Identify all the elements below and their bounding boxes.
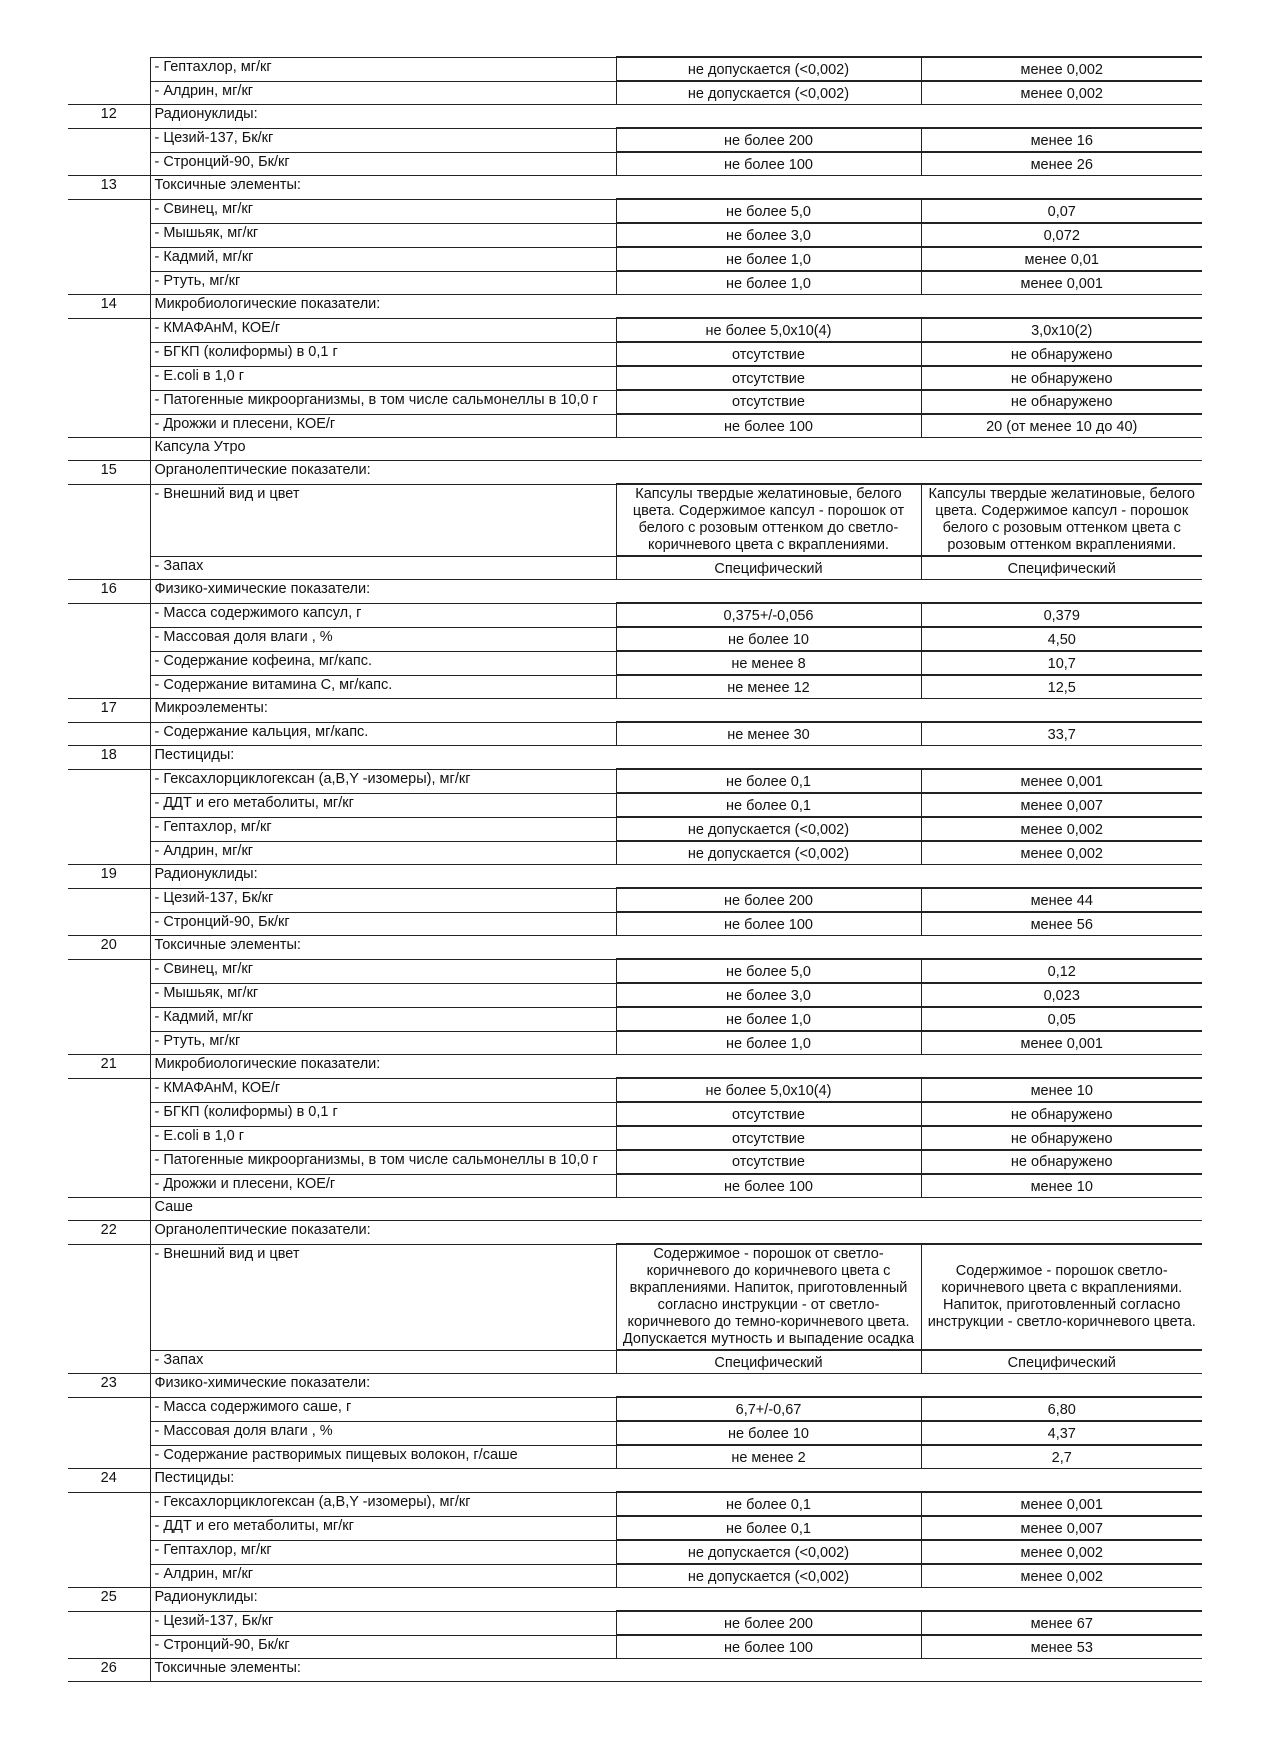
norm-value: не более 100: [616, 414, 921, 438]
result-value: менее 44: [921, 888, 1202, 912]
empty-number-cell: [68, 81, 150, 105]
table-row: [68, 841, 1202, 865]
indicator-name: - Содержание витамина С, мг/капс.: [150, 675, 616, 699]
group-row: [68, 1198, 1202, 1221]
section-number: 14: [68, 295, 150, 319]
table-row: [68, 1516, 1202, 1540]
result-value: не обнаружено: [921, 1126, 1202, 1150]
result-value: менее 53: [921, 1635, 1202, 1659]
norm-value: не более 0,1: [616, 1516, 921, 1540]
empty-number-cell: [68, 1492, 150, 1516]
empty-number-cell: [68, 959, 150, 983]
result-value: 12,5: [921, 675, 1202, 699]
empty-number-cell: [68, 722, 150, 746]
norm-value: не допускается (<0,002): [616, 1540, 921, 1564]
norm-value: не допускается (<0,002): [616, 1564, 921, 1588]
indicator-name: - Масса содержимого капсул, г: [150, 603, 616, 627]
empty-number-cell: [68, 817, 150, 841]
section-title: Токсичные элементы:: [150, 176, 1202, 200]
indicator-name: - Дрожжи и плесени, КОЕ/г: [150, 414, 616, 438]
empty-number-cell: [68, 199, 150, 223]
section-title: Пестициды:: [150, 1469, 1202, 1493]
empty-number-cell: [68, 1611, 150, 1635]
section-number: 19: [68, 865, 150, 889]
norm-value: Содержимое - порошок от светло-коричневого до коричневого цвета с вкраплениями. Напиток, приготовленный согласно инструкции - от светло-коричневого до темно-коричневого цвета. Допускается мутность и выпадение осадка: [616, 1244, 921, 1350]
norm-value: отсутствие: [616, 366, 921, 390]
empty-number-cell: [68, 556, 150, 580]
result-value: Содержимое - порошок светло-коричневого цвета с вкраплениями. Напиток, приготовленный согласно инструкции - светло-коричневого цвета.: [921, 1244, 1202, 1350]
norm-value: не более 3,0: [616, 223, 921, 247]
indicator-name: - Свинец, мг/кг: [150, 199, 616, 223]
result-value: менее 26: [921, 152, 1202, 176]
norm-value: не более 1,0: [616, 271, 921, 295]
section-row: [68, 461, 1202, 485]
section-number: 22: [68, 1221, 150, 1245]
indicator-name: - БГКП (колиформы) в 0,1 г: [150, 1102, 616, 1126]
result-value: 4,37: [921, 1421, 1202, 1445]
result-value: менее 10: [921, 1174, 1202, 1198]
norm-value: не более 200: [616, 128, 921, 152]
empty-number-cell: [68, 318, 150, 342]
indicator-name: - Цезий-137, Бк/кг: [150, 128, 616, 152]
indicator-name: - КМАФАнМ, КОЕ/г: [150, 1078, 616, 1102]
result-value: 0,072: [921, 223, 1202, 247]
section-row: [68, 295, 1202, 319]
indicator-name: - Гептахлор, мг/кг: [150, 1540, 616, 1564]
empty-number-cell: [68, 1564, 150, 1588]
norm-value: отсутствие: [616, 342, 921, 366]
empty-number-cell: [68, 1540, 150, 1564]
result-value: 0,379: [921, 603, 1202, 627]
result-value: менее 0,001: [921, 271, 1202, 295]
table-row: [68, 983, 1202, 1007]
empty-number-cell: [68, 128, 150, 152]
indicator-name: - Гексахлорциклогексан (a,B,Y -изомеры), мг/кг: [150, 769, 616, 793]
table-row: [68, 556, 1202, 580]
section-title: Микробиологические показатели:: [150, 295, 1202, 319]
result-value: 4,50: [921, 627, 1202, 651]
section-row: [68, 936, 1202, 960]
result-value: менее 0,002: [921, 817, 1202, 841]
section-number: 12: [68, 105, 150, 129]
result-value: менее 0,001: [921, 1031, 1202, 1055]
table-row: [68, 128, 1202, 152]
table-row: [68, 888, 1202, 912]
indicator-name: - Внешний вид и цвет: [150, 1244, 616, 1350]
norm-value: не более 5,0х10(4): [616, 1078, 921, 1102]
section-row: [68, 580, 1202, 604]
section-number: 23: [68, 1374, 150, 1398]
empty-number-cell: [68, 1031, 150, 1055]
norm-value: не более 0,1: [616, 1492, 921, 1516]
table-row: [68, 1492, 1202, 1516]
indicator-name: - Ртуть, мг/кг: [150, 1031, 616, 1055]
empty-number-cell: [68, 1126, 150, 1150]
norm-value: не более 5,0: [616, 959, 921, 983]
empty-number-cell: [68, 1150, 150, 1174]
table-row: [68, 959, 1202, 983]
empty-number-cell: [68, 247, 150, 271]
table-row: [68, 342, 1202, 366]
section-number: 20: [68, 936, 150, 960]
norm-value: не допускается (<0,002): [616, 57, 921, 81]
table-row: [68, 484, 1202, 556]
result-value: менее 0,007: [921, 793, 1202, 817]
result-value: 33,7: [921, 722, 1202, 746]
empty-number-cell: [68, 366, 150, 390]
indicator-name: - Внешний вид и цвет: [150, 484, 616, 556]
indicator-name: - Цезий-137, Бк/кг: [150, 888, 616, 912]
section-number: 21: [68, 1055, 150, 1079]
indicator-name: - Массовая доля влаги , %: [150, 1421, 616, 1445]
indicator-name: - Гептахлор, мг/кг: [150, 57, 616, 81]
section-row: [68, 1588, 1202, 1612]
section-number: 13: [68, 176, 150, 200]
section-number: 18: [68, 746, 150, 770]
section-title: Токсичные элементы:: [150, 936, 1202, 960]
section-title: Радионуклиды:: [150, 865, 1202, 889]
empty-number-cell: [68, 1244, 150, 1350]
result-value: 20 (от менее 10 до 40): [921, 414, 1202, 438]
table-row: [68, 414, 1202, 438]
norm-value: не более 0,1: [616, 793, 921, 817]
result-value: 2,7: [921, 1445, 1202, 1469]
norm-value: не более 100: [616, 1174, 921, 1198]
norm-value: не менее 8: [616, 651, 921, 675]
result-value: менее 0,01: [921, 247, 1202, 271]
result-value: Специфический: [921, 556, 1202, 580]
section-title: Пестициды:: [150, 746, 1202, 770]
result-value: менее 67: [921, 1611, 1202, 1635]
norm-value: не более 10: [616, 1421, 921, 1445]
empty-number-cell: [68, 271, 150, 295]
norm-value: не допускается (<0,002): [616, 817, 921, 841]
empty-number-cell: [68, 1198, 150, 1221]
product-group-title: Саше: [150, 1198, 1202, 1221]
norm-value: 0,375+/-0,056: [616, 603, 921, 627]
indicator-name: - Массовая доля влаги , %: [150, 627, 616, 651]
indicator-name: - Гептахлор, мг/кг: [150, 817, 616, 841]
norm-value: не более 1,0: [616, 1007, 921, 1031]
result-value: менее 0,002: [921, 1540, 1202, 1564]
document-page: [68, 56, 1202, 1682]
table-row: [68, 1564, 1202, 1588]
norm-value: отсутствие: [616, 1102, 921, 1126]
table-row: [68, 247, 1202, 271]
empty-number-cell: [68, 57, 150, 81]
norm-value: не допускается (<0,002): [616, 81, 921, 105]
table-row: [68, 817, 1202, 841]
table-row: [68, 651, 1202, 675]
empty-number-cell: [68, 1421, 150, 1445]
section-row: [68, 1055, 1202, 1079]
section-row: [68, 746, 1202, 770]
result-value: не обнаружено: [921, 1102, 1202, 1126]
table-row: [68, 318, 1202, 342]
indicator-name: - ДДТ и его метаболиты, мг/кг: [150, 1516, 616, 1540]
norm-value: не более 100: [616, 152, 921, 176]
empty-number-cell: [68, 438, 150, 461]
indicator-name: - Алдрин, мг/кг: [150, 841, 616, 865]
norm-value: Специфический: [616, 556, 921, 580]
indicator-name: - Мышьяк, мг/кг: [150, 223, 616, 247]
table-row: [68, 675, 1202, 699]
norm-value: не более 200: [616, 1611, 921, 1635]
norm-value: отсутствие: [616, 1150, 921, 1174]
section-row: [68, 1374, 1202, 1398]
indicator-name: - Мышьяк, мг/кг: [150, 983, 616, 1007]
indicator-name: - Запах: [150, 1350, 616, 1374]
norm-value: 6,7+/-0,67: [616, 1397, 921, 1421]
empty-number-cell: [68, 342, 150, 366]
section-row: [68, 176, 1202, 200]
section-title: Органолептические показатели:: [150, 461, 1202, 485]
indicator-name: - Кадмий, мг/кг: [150, 247, 616, 271]
empty-number-cell: [68, 888, 150, 912]
product-group-title: Капсула Утро: [150, 438, 1202, 461]
section-number: 24: [68, 1469, 150, 1493]
indicator-name: - КМАФАнМ, КОЕ/г: [150, 318, 616, 342]
empty-number-cell: [68, 983, 150, 1007]
section-title: Радионуклиды:: [150, 105, 1202, 129]
section-row: [68, 1659, 1202, 1682]
table-row: [68, 1350, 1202, 1374]
result-value: менее 0,002: [921, 841, 1202, 865]
result-value: 3,0х10(2): [921, 318, 1202, 342]
norm-value: не менее 2: [616, 1445, 921, 1469]
empty-number-cell: [68, 769, 150, 793]
indicator-name: - Алдрин, мг/кг: [150, 1564, 616, 1588]
empty-number-cell: [68, 484, 150, 556]
section-title: Радионуклиды:: [150, 1588, 1202, 1612]
indicator-name: - Содержание растворимых пищевых волокон, г/саше: [150, 1445, 616, 1469]
indicator-name: - Патогенные микроорганизмы, в том числе сальмонеллы в 10,0 г: [150, 1150, 616, 1174]
result-value: 10,7: [921, 651, 1202, 675]
table-row: [68, 1397, 1202, 1421]
indicator-name: - Стронций-90, Бк/кг: [150, 1635, 616, 1659]
norm-value: отсутствие: [616, 390, 921, 414]
indicator-name: - Запах: [150, 556, 616, 580]
section-title: Токсичные элементы:: [150, 1659, 1202, 1682]
section-number: 16: [68, 580, 150, 604]
norm-value: не более 1,0: [616, 247, 921, 271]
result-value: менее 0,001: [921, 769, 1202, 793]
group-row: [68, 438, 1202, 461]
indicator-name: - Гексахлорциклогексан (a,B,Y -изомеры), мг/кг: [150, 1492, 616, 1516]
result-value: 0,07: [921, 199, 1202, 223]
indicator-name: - Содержание кофеина, мг/капс.: [150, 651, 616, 675]
result-value: менее 16: [921, 128, 1202, 152]
empty-number-cell: [68, 1102, 150, 1126]
table-row: [68, 1611, 1202, 1635]
table-row: [68, 1102, 1202, 1126]
empty-number-cell: [68, 1007, 150, 1031]
section-row: [68, 1469, 1202, 1493]
indicator-name: - Стронций-90, Бк/кг: [150, 152, 616, 176]
section-number: 17: [68, 699, 150, 723]
empty-number-cell: [68, 675, 150, 699]
empty-number-cell: [68, 651, 150, 675]
empty-number-cell: [68, 627, 150, 651]
result-value: не обнаружено: [921, 366, 1202, 390]
section-row: [68, 865, 1202, 889]
table-row: [68, 912, 1202, 936]
result-value: менее 0,001: [921, 1492, 1202, 1516]
table-row: [68, 793, 1202, 817]
indicator-name: - ДДТ и его метаболиты, мг/кг: [150, 793, 616, 817]
table-row: [68, 627, 1202, 651]
norm-value: Специфический: [616, 1350, 921, 1374]
result-value: 0,023: [921, 983, 1202, 1007]
indicator-name: - БГКП (колиформы) в 0,1 г: [150, 342, 616, 366]
result-value: Специфический: [921, 1350, 1202, 1374]
result-value: менее 0,002: [921, 57, 1202, 81]
indicator-name: - Цезий-137, Бк/кг: [150, 1611, 616, 1635]
result-value: не обнаружено: [921, 342, 1202, 366]
empty-number-cell: [68, 1350, 150, 1374]
empty-number-cell: [68, 841, 150, 865]
section-row: [68, 105, 1202, 129]
table-row: [68, 152, 1202, 176]
result-value: 0,05: [921, 1007, 1202, 1031]
section-title: Физико-химические показатели:: [150, 1374, 1202, 1398]
empty-number-cell: [68, 152, 150, 176]
table-row: [68, 1126, 1202, 1150]
empty-number-cell: [68, 1174, 150, 1198]
table-row: [68, 1174, 1202, 1198]
indicator-name: - E.coli в 1,0 г: [150, 1126, 616, 1150]
result-value: не обнаружено: [921, 1150, 1202, 1174]
empty-number-cell: [68, 414, 150, 438]
table-row: [68, 1540, 1202, 1564]
table-row: [68, 57, 1202, 81]
table-row: [68, 271, 1202, 295]
result-value: менее 10: [921, 1078, 1202, 1102]
results-table: [68, 56, 1202, 1682]
indicator-name: - Свинец, мг/кг: [150, 959, 616, 983]
table-row: [68, 1445, 1202, 1469]
indicator-name: - Алдрин, мг/кг: [150, 81, 616, 105]
indicator-name: - Стронций-90, Бк/кг: [150, 912, 616, 936]
indicator-name: - Содержание кальция, мг/капс.: [150, 722, 616, 746]
norm-value: не более 200: [616, 888, 921, 912]
norm-value: не более 10: [616, 627, 921, 651]
norm-value: не более 100: [616, 912, 921, 936]
table-row: [68, 1150, 1202, 1174]
norm-value: не допускается (<0,002): [616, 841, 921, 865]
section-title: Органолептические показатели:: [150, 1221, 1202, 1245]
norm-value: не более 3,0: [616, 983, 921, 1007]
table-row: [68, 603, 1202, 627]
result-value: не обнаружено: [921, 390, 1202, 414]
result-value: 6,80: [921, 1397, 1202, 1421]
empty-number-cell: [68, 912, 150, 936]
result-value: менее 0,002: [921, 1564, 1202, 1588]
norm-value: не более 100: [616, 1635, 921, 1659]
norm-value: не менее 30: [616, 722, 921, 746]
empty-number-cell: [68, 1635, 150, 1659]
indicator-name: - Масса содержимого саше, г: [150, 1397, 616, 1421]
result-value: Капсулы твердые желатиновые, белого цвета. Содержимое капсул - порошок белого с розовым оттенком цвета с розовым оттенком вкраплениями.: [921, 484, 1202, 556]
result-value: 0,12: [921, 959, 1202, 983]
norm-value: отсутствие: [616, 1126, 921, 1150]
section-number: 15: [68, 461, 150, 485]
table-row: [68, 1421, 1202, 1445]
table-row: [68, 722, 1202, 746]
indicator-name: - Кадмий, мг/кг: [150, 1007, 616, 1031]
section-title: Физико-химические показатели:: [150, 580, 1202, 604]
table-row: [68, 769, 1202, 793]
indicator-name: - E.coli в 1,0 г: [150, 366, 616, 390]
empty-number-cell: [68, 1397, 150, 1421]
empty-number-cell: [68, 1445, 150, 1469]
section-row: [68, 1221, 1202, 1245]
norm-value: не менее 12: [616, 675, 921, 699]
section-title: Микробиологические показатели:: [150, 1055, 1202, 1079]
norm-value: не более 0,1: [616, 769, 921, 793]
result-value: менее 0,007: [921, 1516, 1202, 1540]
indicator-name: - Патогенные микроорганизмы, в том числе сальмонеллы в 10,0 г: [150, 390, 616, 414]
result-value: менее 0,002: [921, 81, 1202, 105]
section-title: Микроэлементы:: [150, 699, 1202, 723]
empty-number-cell: [68, 793, 150, 817]
empty-number-cell: [68, 1078, 150, 1102]
norm-value: не более 5,0: [616, 199, 921, 223]
section-row: [68, 699, 1202, 723]
norm-value: не более 5,0х10(4): [616, 318, 921, 342]
table-row: [68, 366, 1202, 390]
table-row: [68, 1031, 1202, 1055]
empty-number-cell: [68, 603, 150, 627]
result-value: менее 56: [921, 912, 1202, 936]
table-row: [68, 81, 1202, 105]
table-row: [68, 223, 1202, 247]
table-row: [68, 199, 1202, 223]
section-number: 25: [68, 1588, 150, 1612]
indicator-name: - Ртуть, мг/кг: [150, 271, 616, 295]
table-row: [68, 390, 1202, 414]
table-row: [68, 1635, 1202, 1659]
empty-number-cell: [68, 223, 150, 247]
table-row: [68, 1007, 1202, 1031]
empty-number-cell: [68, 390, 150, 414]
norm-value: Капсулы твердые желатиновые, белого цвета. Содержимое капсул - порошок от белого с розовым оттенком до светло-коричневого цвета с вкраплениями.: [616, 484, 921, 556]
empty-number-cell: [68, 1516, 150, 1540]
norm-value: не более 1,0: [616, 1031, 921, 1055]
indicator-name: - Дрожжи и плесени, КОЕ/г: [150, 1174, 616, 1198]
table-row: [68, 1244, 1202, 1350]
section-number: 26: [68, 1659, 150, 1682]
table-row: [68, 1078, 1202, 1102]
